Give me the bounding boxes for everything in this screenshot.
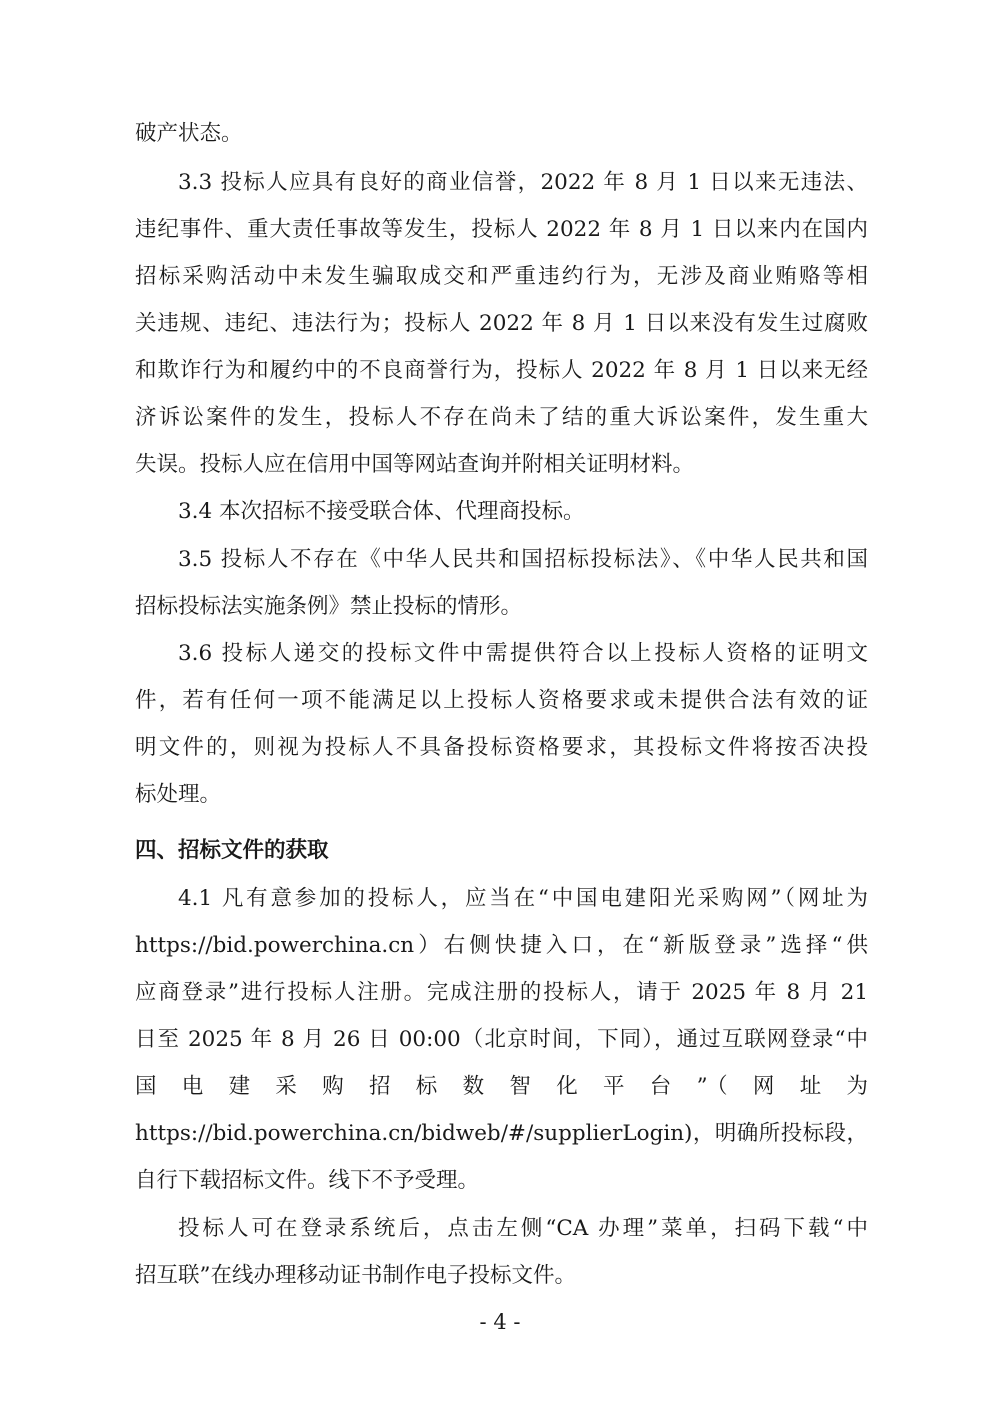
paragraph-4-1-line: 国 电 建 采 购 招 标 数 智 化 平 台 ”（ 网 址 为 [135,1074,868,1099]
paragraph-4-1-line: 应商登录”进行投标人注册。完成注册的投标人，请于 2025 年 8 月 21 [135,980,868,1005]
page-number: - 4 - [479,1310,521,1334]
paragraph-ca-line: 招互联”在线办理移动证书制作电子投标文件。 [135,1263,576,1288]
paragraph-4-1-line: https://bid.powerchina.cn）右侧快捷入口，在“新版登录”选择“供 [135,933,868,958]
paragraph-4-1-line: 4.1 凡有意参加的投标人，应当在“中国电建阳光采购网”（网址为 [178,886,868,911]
paragraph-line: 破产状态。 [135,121,243,146]
paragraph-3-3-line: 和欺诈行为和履约中的不良商誉行为，投标人 2022 年 8 月 1 日以来无经 [135,358,868,383]
paragraph-3-5-line: 招标投标法实施条例》禁止投标的情形。 [135,594,523,619]
paragraph-4-1-line: 日至 2025 年 8 月 26 日 00:00（北京时间，下同），通过互联网登录“中 [135,1027,868,1052]
paragraph-3-6-line: 件，若有任何一项不能满足以上投标人资格要求或未提供合法有效的证 [135,688,868,713]
paragraph-ca-line: 投标人可在登录系统后，点击左侧“CA 办理”菜单，扫码下载“中 [178,1216,868,1241]
paragraph-3-3-line: 济诉讼案件的发生，投标人不存在尚未了结的重大诉讼案件，发生重大 [135,405,868,430]
paragraph-3-5-line: 3.5 投标人不存在《中华人民共和国招标投标法》、《中华人民共和国 [178,547,868,572]
section-heading: 四、招标文件的获取 [135,838,329,863]
paragraph-3-3-line: 招标采购活动中未发生骗取成交和严重违约行为，无涉及商业贿赂等相 [135,264,868,289]
paragraph-3-3-line: 关违规、违纪、违法行为；投标人 2022 年 8 月 1 日以来没有发生过腐败 [135,311,868,336]
paragraph-3-3-line: 违纪事件、重大责任事故等发生，投标人 2022 年 8 月 1 日以来内在国内 [135,217,868,242]
paragraph-4-1-line: https://bid.powerchina.cn/bidweb/#/supplierLogin)，明确所投标段， [135,1121,868,1146]
paragraph-3-6-line: 明文件的，则视为投标人不具备投标资格要求，其投标文件将按否决投 [135,735,868,760]
paragraph-3-4: 3.4 本次招标不接受联合体、代理商投标。 [178,499,585,524]
paragraph-4-1-line: 自行下载招标文件。线下不予受理。 [135,1168,480,1193]
paragraph-3-3-line: 失误。投标人应在信用中国等网站查询并附相关证明材料。 [135,452,695,477]
paragraph-3-6-line: 3.6 投标人递交的投标文件中需提供符合以上投标人资格的证明文 [178,641,868,666]
paragraph-3-3-line: 3.3 投标人应具有良好的商业信誉，2022 年 8 月 1 日以来无违法、 [178,170,868,195]
paragraph-3-6-line: 标处理。 [135,782,222,807]
